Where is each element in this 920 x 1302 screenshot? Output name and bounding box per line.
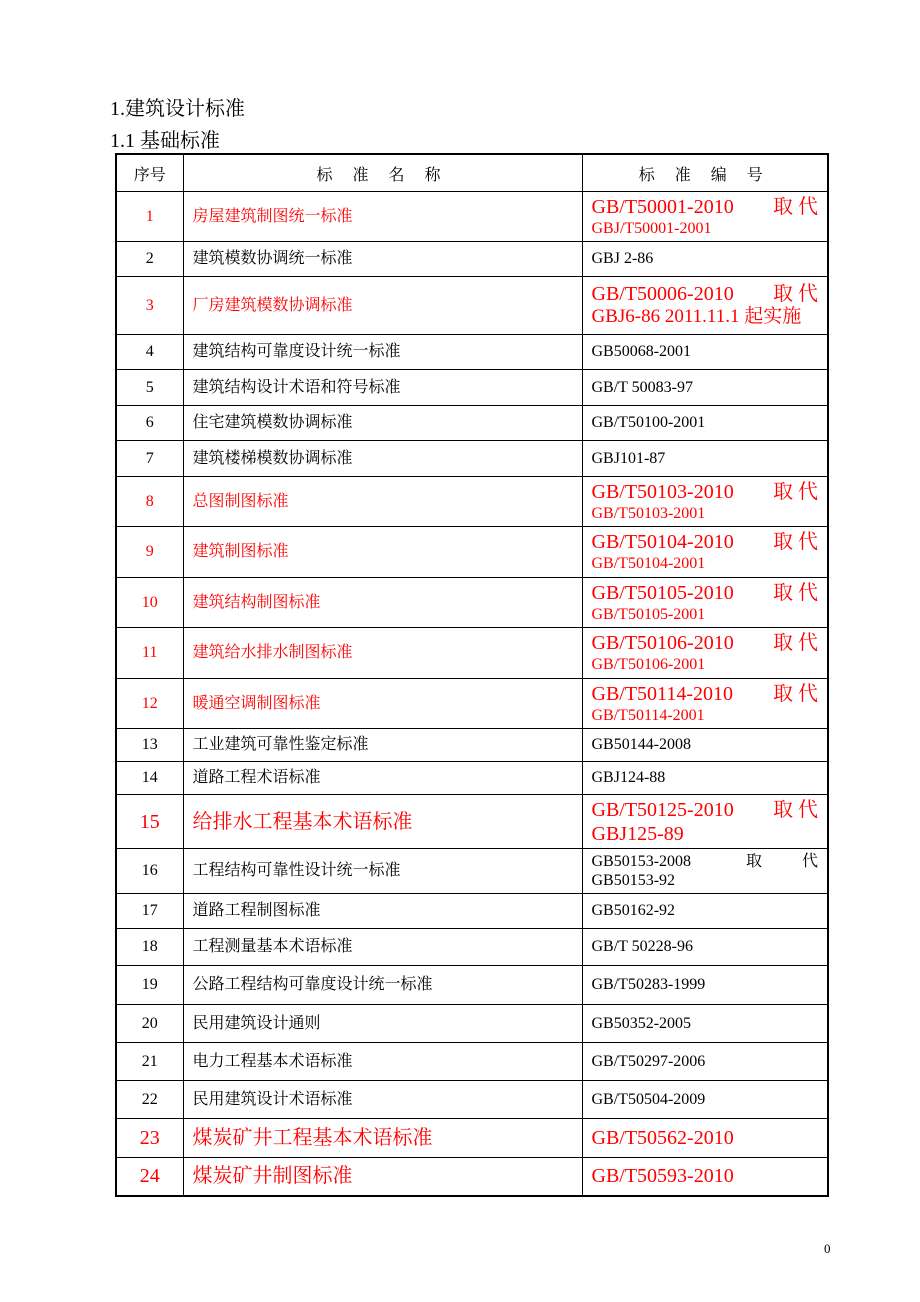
table-row bbox=[116, 628, 828, 679]
standard-code-cell bbox=[582, 679, 828, 729]
row-number: 5 bbox=[116, 370, 183, 406]
replaces-label: 取 代 bbox=[773, 531, 818, 554]
row-number: 17 bbox=[116, 894, 183, 929]
standard-code: GBJ124-88 bbox=[591, 769, 666, 787]
standard-code-cell bbox=[582, 192, 828, 242]
standard-name: 住宅建筑模数协调标准 bbox=[183, 406, 582, 441]
row-number: 12 bbox=[116, 679, 183, 729]
standard-name: 工业建筑可靠性鉴定标准 bbox=[183, 729, 582, 762]
standard-name: 建筑楼梯模数协调标准 bbox=[183, 441, 582, 477]
row-number: 14 bbox=[116, 762, 183, 795]
standard-code: GB/T 50083-97 bbox=[591, 378, 693, 396]
row-number: 18 bbox=[116, 929, 183, 966]
table-row bbox=[116, 894, 828, 929]
table-row bbox=[116, 192, 828, 242]
standard-code-cell bbox=[582, 1005, 828, 1043]
row-number: 3 bbox=[116, 277, 183, 335]
replaced-code: GB50153-92 bbox=[591, 872, 676, 889]
standard-name: 煤炭矿井工程基本术语标准 bbox=[183, 1119, 582, 1158]
table-row bbox=[116, 477, 828, 527]
header-name: 标 准 名 称 bbox=[183, 154, 582, 192]
standard-code: GB/T50001-2010 bbox=[591, 195, 734, 218]
table-row bbox=[116, 849, 828, 894]
row-number: 1 bbox=[116, 192, 183, 242]
section-heading: 1.建筑设计标准 bbox=[110, 98, 245, 120]
standard-name: 道路工程制图标准 bbox=[183, 894, 582, 929]
row-number: 23 bbox=[116, 1119, 183, 1158]
row-number: 7 bbox=[116, 441, 183, 477]
standard-code: GB/T50283-1999 bbox=[591, 976, 706, 994]
table-row bbox=[116, 335, 828, 370]
standard-code: GB/T50104-2010 bbox=[591, 531, 734, 554]
page-number: 0 bbox=[824, 1241, 831, 1256]
table-header-row bbox=[116, 154, 828, 192]
standard-code-cell bbox=[582, 406, 828, 441]
replaces-label: 取 代 bbox=[773, 195, 818, 218]
replaced-code: GBJ6-86 2011.11.1 起实施 bbox=[591, 306, 802, 328]
subsection-heading: 1.1 基础标准 bbox=[110, 130, 220, 152]
standard-code: GB50068-2001 bbox=[591, 343, 692, 361]
header-number: 序号 bbox=[116, 154, 183, 192]
standard-code-cell bbox=[582, 370, 828, 406]
standard-code: GB/T50100-2001 bbox=[591, 414, 706, 432]
row-number: 13 bbox=[116, 729, 183, 762]
standard-code-cell bbox=[582, 1043, 828, 1081]
standard-code-cell bbox=[582, 729, 828, 762]
standard-code-cell bbox=[582, 795, 828, 849]
table-row bbox=[116, 729, 828, 762]
standard-name: 建筑给水排水制图标准 bbox=[183, 628, 582, 679]
standard-name: 建筑结构设计术语和符号标准 bbox=[183, 370, 582, 406]
row-number: 8 bbox=[116, 477, 183, 527]
standard-code: GB/T50006-2010 bbox=[591, 283, 734, 306]
table-row bbox=[116, 441, 828, 477]
standard-name: 民用建筑设计术语标准 bbox=[183, 1081, 582, 1119]
standard-name: 建筑制图标准 bbox=[183, 527, 582, 578]
table-row bbox=[116, 679, 828, 729]
table-row bbox=[116, 1005, 828, 1043]
replaces-label: 取 代 bbox=[773, 480, 818, 503]
row-number: 10 bbox=[116, 578, 183, 628]
header-code: 标 准 编 号 bbox=[582, 154, 828, 192]
standard-code: GBJ101-87 bbox=[591, 449, 666, 467]
row-number: 21 bbox=[116, 1043, 183, 1081]
standard-code: GB50144-2008 bbox=[591, 736, 692, 754]
standard-code: GB/T50297-2006 bbox=[591, 1052, 706, 1070]
table-row bbox=[116, 277, 828, 335]
standard-code-cell bbox=[582, 1081, 828, 1119]
replaced-code: GB/T50105-2001 bbox=[591, 605, 706, 623]
table-row bbox=[116, 406, 828, 441]
standard-name: 建筑结构可靠度设计统一标准 bbox=[183, 335, 582, 370]
standard-code: GBJ 2-86 bbox=[591, 250, 654, 268]
standard-code-cell bbox=[582, 1158, 828, 1196]
standard-code-cell bbox=[582, 441, 828, 477]
row-number: 4 bbox=[116, 335, 183, 370]
standard-name: 暖通空调制图标准 bbox=[183, 679, 582, 729]
table-row bbox=[116, 762, 828, 795]
replaces-label: 取 代 bbox=[773, 283, 818, 306]
replaces-label: 取 代 bbox=[773, 632, 818, 655]
table-row bbox=[116, 370, 828, 406]
table-row bbox=[116, 795, 828, 849]
row-number: 2 bbox=[116, 242, 183, 277]
standard-name: 给排水工程基本术语标准 bbox=[183, 795, 582, 849]
standard-name: 工程结构可靠性设计统一标准 bbox=[183, 849, 582, 894]
row-number: 22 bbox=[116, 1081, 183, 1119]
table-row bbox=[116, 242, 828, 277]
standard-name: 房屋建筑制图统一标准 bbox=[183, 192, 582, 242]
table-row bbox=[116, 1119, 828, 1158]
standard-code: GB/T50103-2010 bbox=[591, 480, 734, 503]
table-row bbox=[116, 578, 828, 628]
standard-code-cell bbox=[582, 894, 828, 929]
standard-code-cell bbox=[582, 966, 828, 1005]
table-row bbox=[116, 527, 828, 578]
standard-name: 道路工程术语标准 bbox=[183, 762, 582, 795]
standard-code-cell bbox=[582, 477, 828, 527]
standard-code-cell bbox=[582, 578, 828, 628]
replaced-code: GBJ125-89 bbox=[591, 822, 684, 845]
standard-code: GB50153-2008 bbox=[591, 852, 692, 870]
standard-name: 民用建筑设计通则 bbox=[183, 1005, 582, 1043]
standard-code-cell bbox=[582, 277, 828, 335]
standard-name: 厂房建筑模数协调标准 bbox=[183, 277, 582, 335]
standard-code: GB/T 50228-96 bbox=[591, 938, 693, 956]
standards-table bbox=[115, 153, 829, 1197]
standard-name: 电力工程基本术语标准 bbox=[183, 1043, 582, 1081]
row-number: 19 bbox=[116, 966, 183, 1005]
row-number: 9 bbox=[116, 527, 183, 578]
standard-name: 建筑模数协调统一标准 bbox=[183, 242, 582, 277]
standard-code-cell bbox=[582, 762, 828, 795]
standard-code-cell bbox=[582, 628, 828, 679]
row-number: 24 bbox=[116, 1158, 183, 1196]
standard-name: 建筑结构制图标准 bbox=[183, 578, 582, 628]
standard-code-cell bbox=[582, 242, 828, 277]
table-row bbox=[116, 1081, 828, 1119]
standard-code: GB/T50114-2010 bbox=[591, 682, 733, 705]
table-row bbox=[116, 1158, 828, 1196]
row-number: 6 bbox=[116, 406, 183, 441]
replaces-label: 取 代 bbox=[773, 798, 818, 821]
standard-code-cell bbox=[582, 335, 828, 370]
standard-name: 煤炭矿井制图标准 bbox=[183, 1158, 582, 1196]
standard-code-cell bbox=[582, 929, 828, 966]
standard-code: GB/T50105-2010 bbox=[591, 581, 734, 604]
standard-code: GB/T50504-2009 bbox=[591, 1090, 706, 1108]
replaced-code: GB/T50114-2001 bbox=[591, 706, 705, 724]
replaces-label: 取 代 bbox=[773, 581, 818, 604]
standard-name: 公路工程结构可靠度设计统一标准 bbox=[183, 966, 582, 1005]
standard-code: GB50352-2005 bbox=[591, 1014, 692, 1032]
replaced-code: GB/T50106-2001 bbox=[591, 656, 706, 674]
replaced-code: GB/T50103-2001 bbox=[591, 504, 706, 522]
replaces-label: 取 代 bbox=[745, 852, 818, 870]
standard-code-cell bbox=[582, 1119, 828, 1158]
table-row bbox=[116, 929, 828, 966]
standard-name: 工程测量基本术语标准 bbox=[183, 929, 582, 966]
replaced-code: GB/T50104-2001 bbox=[591, 555, 706, 573]
standard-code: GB/T50106-2010 bbox=[591, 632, 734, 655]
standard-code: GB/T50593-2010 bbox=[591, 1165, 734, 1188]
row-number: 15 bbox=[116, 795, 183, 849]
replaced-code: GBJ/T50001-2001 bbox=[591, 219, 712, 237]
standard-code: GB/T50562-2010 bbox=[591, 1127, 734, 1149]
row-number: 11 bbox=[116, 628, 183, 679]
standard-code-cell bbox=[582, 849, 828, 894]
standard-code: GB50162-92 bbox=[591, 902, 676, 920]
standard-name: 总图制图标准 bbox=[183, 477, 582, 527]
table-row bbox=[116, 966, 828, 1005]
table-row bbox=[116, 1043, 828, 1081]
standard-code-cell bbox=[582, 527, 828, 578]
replaces-label: 取 代 bbox=[773, 682, 818, 705]
row-number: 20 bbox=[116, 1005, 183, 1043]
standard-code: GB/T50125-2010 bbox=[591, 798, 734, 821]
row-number: 16 bbox=[116, 849, 183, 894]
